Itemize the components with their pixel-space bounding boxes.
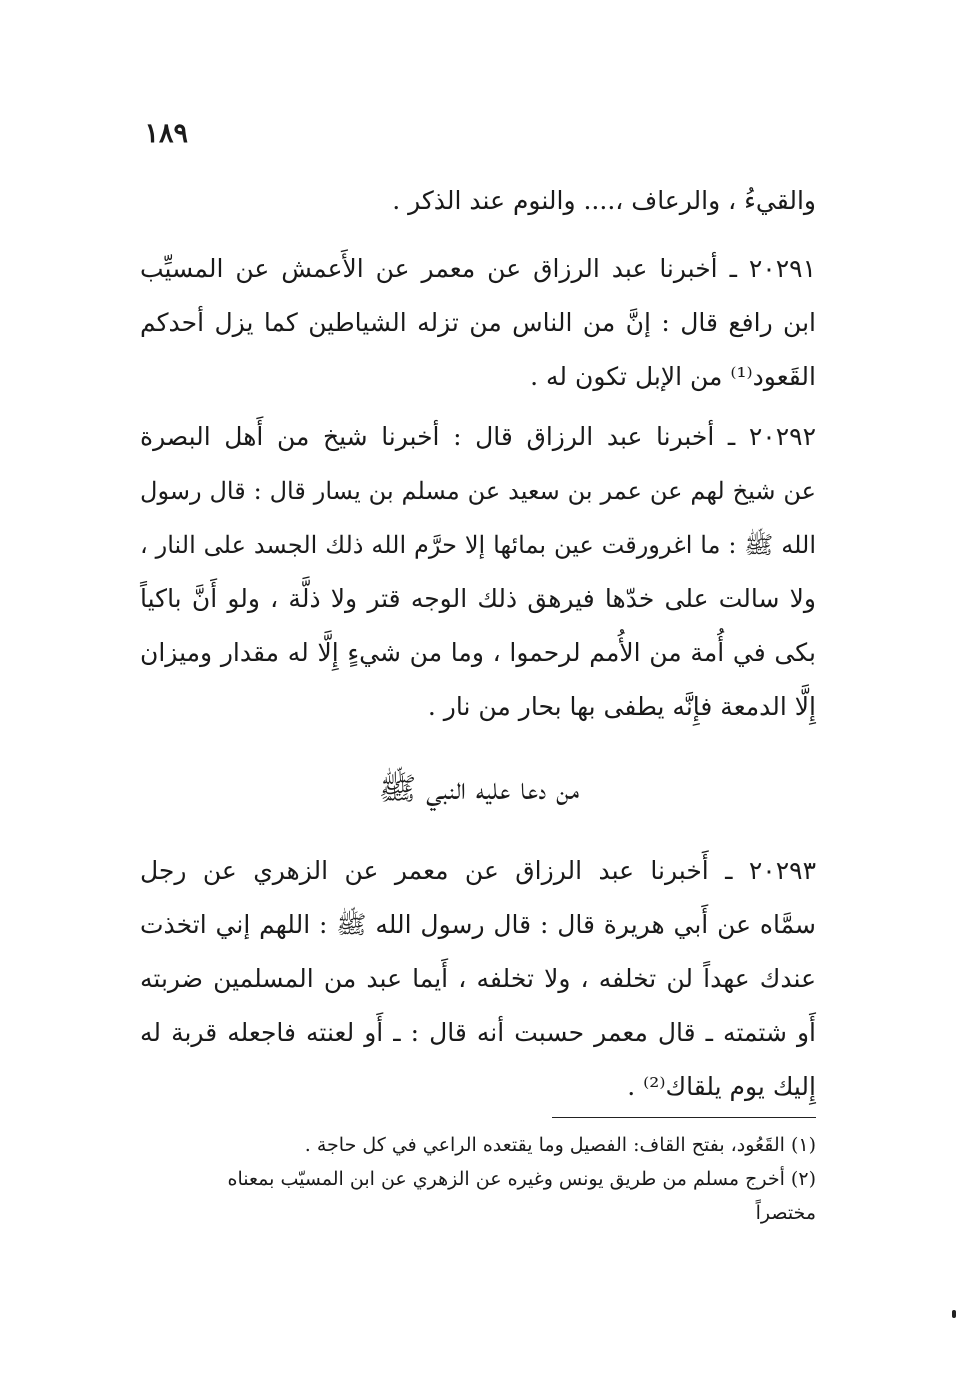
- text-line: سمَّاه عن أَبي هريرة قال : قال رسول الله ﷺ : اللهم إني اتخذت: [140, 910, 816, 939]
- text-line: ٢٠٢٩٣ ـ أَخبرنا عبد الرزاق عن معمر عن الزهري عن رجل: [140, 856, 816, 885]
- text-line: عندك عهداً لن تخلفه ، ولا تخلفه ، أَيما عبد من المسلمين ضربته: [140, 964, 816, 993]
- hadith-20293-paragraph: [140, 844, 816, 1114]
- hadith-20291-paragraph: [140, 242, 816, 404]
- text-line: إِلَّا الدمعة فإِنَّه يطفى بها بحار من نار .: [427, 692, 816, 721]
- footnote-divider: [552, 1117, 816, 1118]
- footnote-1: (١) القَعُود، بفتح القاف: الفصيل وما يقتعده الراعي في كل حاجة .: [304, 1134, 816, 1156]
- page-number: ١٨٩: [144, 118, 188, 149]
- text-line: عن شيخ لهم عن عمر بن سعيد عن مسلم بن يسار قال : قال رسول: [140, 477, 816, 505]
- text-line: ٢٠٢٩٢ ـ أخبرنا عبد الرزاق قال : أخبرنا شيخ من أَهل البصرة: [140, 422, 816, 451]
- text-line: ٢٠٢٩١ ـ أخبرنا عبد الرزاق عن معمر عن الأَعمش عن المسيِّب: [140, 254, 816, 283]
- text-line: القَعود⁽¹⁾ من الإبل تكون له .: [530, 362, 816, 391]
- text-line: والقيءُ ، والرعاف ،.... والنوم عند الذكر .: [392, 186, 816, 215]
- text-line: بكى في أُمة من الأُمم لرحموا ، وما من شيءٍ إِلَّا له مقدار وميزان: [140, 638, 816, 667]
- text-line: ولا سالت على خدّها فيرهق ذلك الوجه قتر ولا ذلَّة ، ولو أَنَّ باكياً: [140, 584, 816, 613]
- footnotes: [140, 1128, 816, 1230]
- text-line: إِليك يوم يلقاك⁽²⁾ .: [627, 1072, 816, 1101]
- footnote-2: (٢) أخرج مسلم من طريق يونس وغيره عن الزهري عن ابن المسيّب بمعناه: [227, 1168, 816, 1190]
- text-line: الله ﷺ : ما اغرورقت عين بمائها إلا حرَّم الله ذلك الجسد على النار ،: [140, 531, 816, 559]
- scan-mark: [952, 1310, 956, 1318]
- section-heading: من دعا عليه النبي ﷺ: [378, 771, 580, 807]
- hadith-20292-paragraph: [140, 410, 816, 734]
- footnote-2-continuation: مختصراً: [755, 1202, 816, 1224]
- opening-paragraph: [140, 174, 816, 228]
- text-line: ابن رافع قال : إنَّ من الناس من تزله الشياطين كما يزل أحدكم: [140, 308, 816, 337]
- text-line: أَو شتمته ـ قال معمر حسبت أنه قال : ـ أَو لعنته فاجعله قربة له: [140, 1018, 816, 1047]
